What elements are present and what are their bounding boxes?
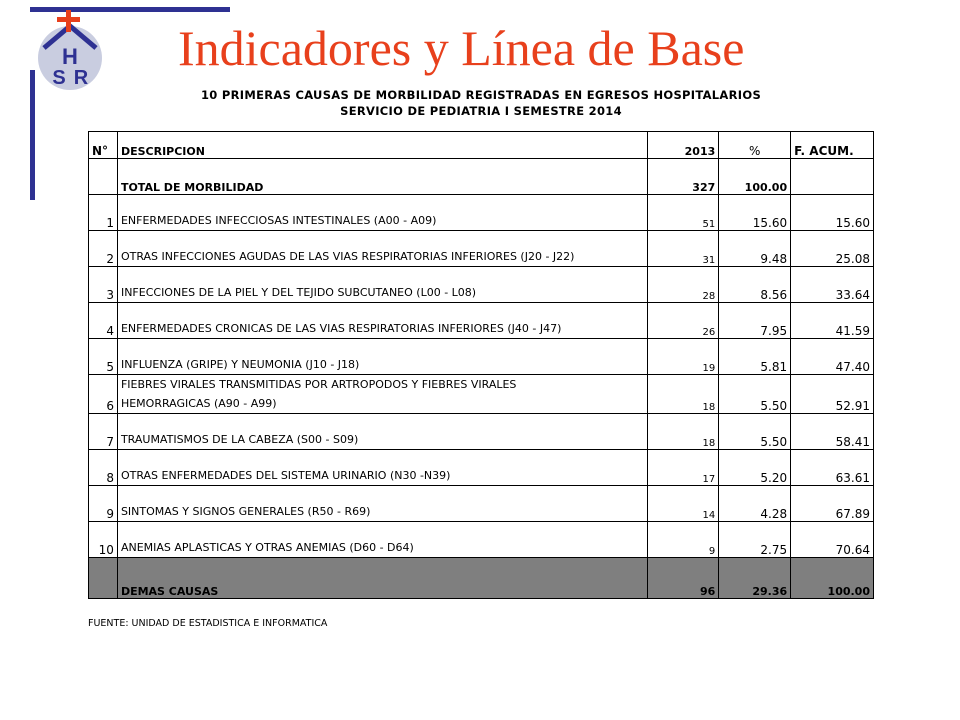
row-number: 4	[89, 303, 118, 339]
row-number: 3	[89, 267, 118, 303]
header-year: 2013	[648, 132, 719, 159]
row-number: 6	[89, 375, 118, 414]
row-number: 1	[89, 195, 118, 231]
header-num: N°	[89, 132, 118, 159]
demas-label: DEMAS CAUSAS	[117, 558, 648, 599]
row-acum: 15.60	[791, 195, 874, 231]
row-acum: 70.64	[791, 522, 874, 558]
row-value: 18	[648, 414, 719, 450]
total-row	[89, 159, 874, 195]
row-pct: 8.56	[719, 267, 791, 303]
demas-value: 96	[648, 558, 719, 599]
row-value: 14	[648, 486, 719, 522]
row-value: 19	[648, 339, 719, 375]
row-acum: 67.89	[791, 486, 874, 522]
row-pct: 7.95	[719, 303, 791, 339]
row-number: 10	[89, 522, 118, 558]
row-number: 5	[89, 339, 118, 375]
row-description-line2: HEMORRAGICAS (A90 - A99)	[120, 397, 277, 410]
table-row	[89, 303, 874, 339]
row-acum: 47.40	[791, 339, 874, 375]
table-row	[89, 414, 874, 450]
row-pct: 15.60	[719, 195, 791, 231]
table-row	[89, 267, 874, 303]
row-number: 8	[89, 450, 118, 486]
row-pct: 5.50	[719, 375, 791, 414]
demas-causas-row	[89, 558, 874, 599]
table-header-row	[89, 132, 874, 159]
logo-letter-s: S	[52, 67, 66, 89]
total-label: TOTAL DE MORBILIDAD	[117, 159, 648, 195]
row-value: 9	[648, 522, 719, 558]
row-acum: 33.64	[791, 267, 874, 303]
header-desc: DESCRIPCION	[117, 132, 648, 159]
row-acum: 58.41	[791, 414, 874, 450]
table-row	[89, 195, 874, 231]
row-number: 9	[89, 486, 118, 522]
row-pct: 2.75	[719, 522, 791, 558]
logo-letter-r: R	[73, 67, 89, 89]
row-pct: 5.81	[719, 339, 791, 375]
row-value: 26	[648, 303, 719, 339]
source-note: FUENTE: UNIDAD DE ESTADISTICA E INFORMATICA	[88, 618, 328, 629]
slide-title: Indicadores y Línea de Base	[178, 20, 745, 76]
row-description: ANEMIAS APLASTICAS Y OTRAS ANEMIAS (D60 - D64)	[117, 522, 648, 558]
row-value: 18	[648, 375, 719, 414]
row-number: 2	[89, 231, 118, 267]
total-value: 327	[648, 159, 719, 195]
row-pct: 5.20	[719, 450, 791, 486]
table-row	[89, 522, 874, 558]
row-value: 51	[648, 195, 719, 231]
header-pct: %	[719, 132, 791, 159]
row-description-line1: FIEBRES VIRALES TRANSMITIDAS POR ARTROPODOS Y FIEBRES VIRALES	[120, 378, 517, 391]
row-value: 17	[648, 450, 719, 486]
row-description: INFECCIONES DE LA PIEL Y DEL TEJIDO SUBCUTANEO (L00 - L08)	[117, 267, 648, 303]
row-description	[117, 375, 648, 414]
row-value: 31	[648, 231, 719, 267]
row-description: ENFERMEDADES INFECCIOSAS INTESTINALES (A00 - A09)	[117, 195, 648, 231]
row-acum: 52.91	[791, 375, 874, 414]
total-pct: 100.00	[719, 159, 791, 195]
morbidity-table	[88, 131, 874, 599]
row-description: TRAUMATISMOS DE LA CABEZA (S00 - S09)	[117, 414, 648, 450]
row-pct: 9.48	[719, 231, 791, 267]
row-description: OTRAS INFECCIONES AGUDAS DE LAS VIAS RESPIRATORIAS INFERIORES (J20 - J22)	[117, 231, 648, 267]
table-row	[89, 231, 874, 267]
table-row	[89, 486, 874, 522]
header-acum: F. ACUM.	[791, 132, 874, 159]
demas-acum: 100.00	[791, 558, 874, 599]
table-title-line1: 10 PRIMERAS CAUSAS DE MORBILIDAD REGISTRADAS EN EGRESOS HOSPITALARIOS	[200, 88, 762, 102]
table-row	[89, 450, 874, 486]
table-row	[89, 375, 874, 414]
row-acum: 25.08	[791, 231, 874, 267]
table-title-line2: SERVICIO DE PEDIATRIA I SEMESTRE 2014	[340, 104, 622, 118]
row-description: SINTOMAS Y SIGNOS GENERALES (R50 - R69)	[117, 486, 648, 522]
row-acum: 63.61	[791, 450, 874, 486]
hospital-logo	[30, 8, 110, 94]
row-description: ENFERMEDADES CRONICAS DE LAS VIAS RESPIRATORIAS INFERIORES (J40 - J47)	[117, 303, 648, 339]
row-description: OTRAS ENFERMEDADES DEL SISTEMA URINARIO (N30 -N39)	[117, 450, 648, 486]
demas-pct: 29.36	[719, 558, 791, 599]
row-acum: 41.59	[791, 303, 874, 339]
logo-letter-h: H	[62, 44, 78, 69]
row-pct: 5.50	[719, 414, 791, 450]
row-description: INFLUENZA (GRIPE) Y NEUMONIA (J10 - J18)	[117, 339, 648, 375]
table-row	[89, 339, 874, 375]
row-pct: 4.28	[719, 486, 791, 522]
row-number: 7	[89, 414, 118, 450]
row-value: 28	[648, 267, 719, 303]
